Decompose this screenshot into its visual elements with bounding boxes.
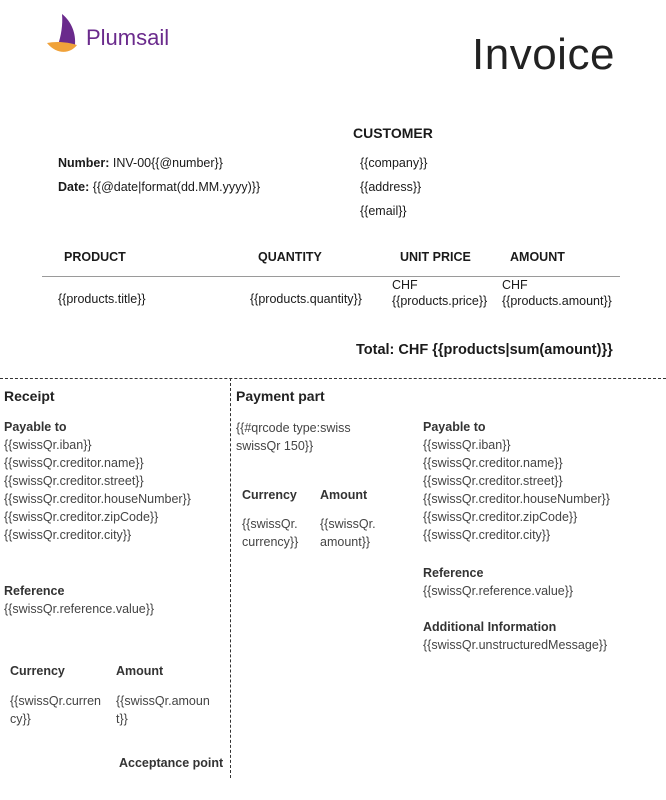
receipt-reference-label: Reference bbox=[4, 584, 65, 598]
payment-reference-label: Reference bbox=[423, 566, 484, 580]
payment-creditor-name: {{swissQr.creditor.name}} bbox=[423, 456, 563, 470]
acceptance-point-label: Acceptance point bbox=[119, 756, 224, 770]
payment-iban: {{swissQr.iban}} bbox=[423, 438, 511, 452]
number-value: INV-00{{@number}} bbox=[109, 156, 223, 170]
th-product: PRODUCT bbox=[64, 250, 126, 264]
th-quantity: QUANTITY bbox=[258, 250, 322, 264]
invoice-total: Total: CHF {{products|sum(amount)}} bbox=[356, 342, 613, 358]
receipt-iban: {{swissQr.iban}} bbox=[4, 438, 92, 452]
receipt-amount-value: {{swissQr.amount}} bbox=[116, 694, 210, 726]
cell-quantity: {{products.quantity}} bbox=[250, 292, 362, 306]
payment-currency-value: {{swissQr. currency}} bbox=[242, 517, 299, 549]
receipt-creditor-city: {{swissQr.creditor.city}} bbox=[4, 528, 132, 542]
receipt-payable-lines bbox=[4, 436, 191, 544]
document-title: Invoice bbox=[472, 30, 615, 79]
additional-info-label: Additional Information bbox=[423, 620, 557, 634]
th-unit-price: UNIT PRICE bbox=[400, 250, 471, 264]
receipt-creditor-street: {{swissQr.creditor.street}} bbox=[4, 474, 144, 488]
additional-info-value: {{swissQr.unstructuredMessage}} bbox=[423, 638, 608, 652]
payment-creditor-city: {{swissQr.creditor.city}} bbox=[423, 528, 551, 542]
receipt-reference-value: {{swissQr.reference.value}} bbox=[4, 602, 155, 616]
receipt-currency-value: {{swissQr.currency}} bbox=[10, 694, 102, 726]
date-label: Date: bbox=[58, 180, 90, 194]
payment-creditor-street: {{swissQr.creditor.street}} bbox=[423, 474, 563, 488]
invoice-number bbox=[58, 156, 223, 170]
number-label: Number: bbox=[58, 156, 110, 170]
qrcode-placeholder: {{#qrcode type:swiss swissQr 150}} bbox=[236, 421, 351, 453]
brand-name: Plumsail bbox=[86, 25, 170, 50]
payment-creditor-house-number: {{swissQr.creditor.houseNumber}} bbox=[423, 492, 610, 506]
cell-unit-price: CHF {{products.price}} bbox=[392, 278, 488, 308]
receipt-currency-label: Currency bbox=[10, 664, 65, 678]
receipt-creditor-house-number: {{swissQr.creditor.houseNumber}} bbox=[4, 492, 191, 506]
payment-part-heading: Payment part bbox=[236, 388, 325, 404]
date-value: {{@date|format(dd.MM.yyyy)}} bbox=[89, 180, 261, 194]
plumsail-logo-icon bbox=[44, 12, 84, 58]
horizontal-cut-line bbox=[0, 378, 666, 379]
receipt-heading: Receipt bbox=[4, 388, 55, 404]
receipt-payable-to-label: Payable to bbox=[4, 420, 67, 434]
invoice-date bbox=[58, 180, 260, 194]
vertical-cut-line bbox=[230, 378, 231, 778]
customer-company: {{company}} bbox=[360, 156, 428, 170]
receipt-amount-label: Amount bbox=[116, 664, 164, 678]
customer-address: {{address}} bbox=[360, 180, 422, 194]
customer-heading: CUSTOMER bbox=[353, 125, 433, 141]
payment-payable-to-label: Payable to bbox=[423, 420, 486, 434]
payment-currency-label: Currency bbox=[242, 488, 297, 502]
th-amount: AMOUNT bbox=[510, 250, 565, 264]
payment-payable-lines bbox=[423, 436, 610, 544]
payment-creditor-zip: {{swissQr.creditor.zipCode}} bbox=[423, 510, 578, 524]
receipt-creditor-zip: {{swissQr.creditor.zipCode}} bbox=[4, 510, 159, 524]
cell-amount: CHF {{products.amount}} bbox=[502, 278, 612, 308]
customer-email: {{email}} bbox=[360, 204, 407, 218]
payment-reference-value: {{swissQr.reference.value}} bbox=[423, 584, 574, 598]
cell-product: {{products.title}} bbox=[58, 292, 146, 306]
payment-amount-value: {{swissQr. amount}} bbox=[320, 517, 376, 549]
receipt-creditor-name: {{swissQr.creditor.name}} bbox=[4, 456, 144, 470]
payment-amount-label: Amount bbox=[320, 488, 368, 502]
